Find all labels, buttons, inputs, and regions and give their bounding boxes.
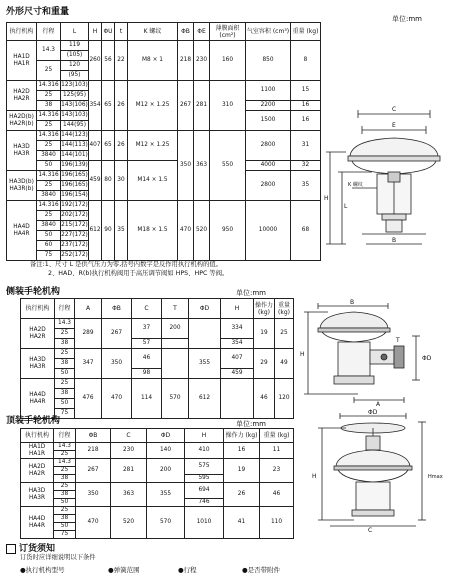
dims-header: L bbox=[61, 23, 89, 41]
b-cell: 267 bbox=[178, 81, 194, 131]
side-unit: 单位:mm bbox=[236, 289, 266, 297]
b-cell: 218 bbox=[178, 41, 194, 81]
stroke-cell: 14.316 bbox=[37, 131, 61, 141]
stroke-cell: 25 bbox=[54, 451, 76, 459]
h-cell: 334 bbox=[221, 319, 254, 339]
side-header: 操作力 (kg) bbox=[254, 299, 275, 319]
l-cell: 144(113) bbox=[61, 141, 89, 151]
d-cell: 355 bbox=[147, 483, 185, 507]
model-name: HA4D HA4R bbox=[21, 507, 54, 539]
dims-header: ΦU bbox=[102, 23, 115, 41]
l-cell: 123(103) bbox=[61, 81, 89, 91]
k-cell: M12 × 1.25 bbox=[128, 131, 178, 161]
side-table bbox=[20, 298, 294, 419]
l-cell: 143(103) bbox=[61, 111, 89, 121]
l-cell: 215(172) bbox=[61, 221, 89, 231]
side-header: C bbox=[132, 299, 162, 319]
c-cell: 363 bbox=[111, 483, 147, 507]
drawing-label-b: B bbox=[350, 299, 355, 306]
d-cell: 612 bbox=[189, 379, 221, 419]
u-cell: 56 bbox=[102, 41, 115, 81]
model-name: HA2D HA2R bbox=[21, 459, 54, 483]
dims-note-1: 备注:1、尺寸 L 是供气压力为零,括号内数字是反作用执行机构的值。 bbox=[30, 261, 222, 268]
weight-cell: 16 bbox=[291, 101, 321, 111]
top-header: ΦB bbox=[76, 429, 111, 443]
top-header: 行程 bbox=[54, 429, 76, 443]
area-cell: 160 bbox=[210, 41, 246, 81]
b-cell: 470 bbox=[102, 379, 132, 419]
force-cell: 29 bbox=[254, 349, 275, 379]
vol-cell: 1500 bbox=[246, 111, 291, 131]
area-cell: 550 bbox=[210, 131, 246, 201]
stroke-cell: 25 bbox=[54, 507, 76, 515]
u-cell: 80 bbox=[102, 161, 115, 201]
dims-header: K 螺纹 bbox=[128, 23, 178, 41]
l-cell: 144(123) bbox=[61, 131, 89, 141]
side-header: ΦD bbox=[189, 299, 221, 319]
dims-note-2: 2、HAD、R(b)执行机构阀用于高压调节阀如 HPS、HPC 等阀。 bbox=[48, 270, 229, 277]
model-name: HA2D HA2R bbox=[21, 319, 55, 349]
weight-cell: 15 bbox=[291, 81, 321, 101]
side-header: 执行机构 bbox=[21, 299, 55, 319]
force-cell: 26 bbox=[224, 483, 260, 507]
force-cell: 19 bbox=[224, 459, 260, 483]
l-cell: 237(172) bbox=[61, 241, 89, 251]
h-cell: 1010 bbox=[185, 507, 224, 539]
a-cell: 347 bbox=[75, 349, 102, 379]
weight-cell: 32 bbox=[291, 161, 321, 171]
e-cell: 363 bbox=[194, 131, 210, 201]
weight-cell: 8 bbox=[291, 41, 321, 81]
side-header: 行程 bbox=[55, 299, 75, 319]
stroke-cell: 50 bbox=[37, 231, 61, 241]
t-cell: 30 bbox=[115, 161, 128, 201]
weight-cell: 120 bbox=[275, 379, 294, 419]
t-cell bbox=[162, 349, 189, 379]
side-title: 侧装手轮机构 bbox=[6, 287, 61, 297]
order-item: ●执行机构型号 bbox=[20, 566, 65, 574]
weight-cell: 35 bbox=[291, 171, 321, 201]
dims-title: 外形尺寸和重量 bbox=[6, 7, 70, 17]
stroke-cell: 25 bbox=[37, 121, 61, 131]
drawing-label-h: H bbox=[312, 473, 317, 480]
side-header: A bbox=[75, 299, 102, 319]
c-cell: 230 bbox=[111, 443, 147, 459]
dims-header: ΦB bbox=[178, 23, 194, 41]
stroke-cell: 38 bbox=[55, 359, 75, 369]
l-cell: (105) bbox=[61, 51, 89, 61]
vol-cell: 10000 bbox=[246, 201, 291, 261]
dims-header: 气室容积 (cm³) bbox=[246, 23, 291, 41]
drawing-label-t: T bbox=[396, 337, 400, 344]
e-cell: 281 bbox=[194, 81, 210, 131]
drawing-label-d: ΦD bbox=[422, 355, 432, 362]
stroke-cell: 50 bbox=[55, 369, 75, 379]
b-cell: 350 bbox=[76, 483, 111, 507]
stroke-cell: 25 bbox=[37, 91, 61, 101]
d-cell: 355 bbox=[189, 349, 221, 379]
model-name: HA2D(b) HA2R(b) bbox=[7, 111, 37, 131]
t-cell: 35 bbox=[115, 201, 128, 261]
model-name: HA3D HA3R bbox=[7, 131, 37, 171]
b-cell: 350 bbox=[102, 349, 132, 379]
dims-table bbox=[6, 22, 321, 261]
l-cell: (95) bbox=[61, 71, 89, 81]
vol-cell: 850 bbox=[246, 41, 291, 81]
stroke-cell: 25 bbox=[37, 141, 61, 151]
h-cell: 459 bbox=[89, 161, 102, 201]
b-cell: 350 bbox=[178, 131, 194, 201]
vol-cell: 2200 bbox=[246, 101, 291, 111]
l-cell: 202(172) bbox=[61, 211, 89, 221]
h-cell: 459 bbox=[221, 369, 254, 379]
side-header: 重量 (kg) bbox=[275, 299, 294, 319]
stroke-cell: 3840 bbox=[37, 151, 61, 161]
t-cell-empty bbox=[162, 339, 189, 349]
l-cell: 196(139) bbox=[61, 161, 89, 171]
vol-cell: 2800 bbox=[246, 131, 291, 161]
weight-cell: 11 bbox=[260, 443, 294, 459]
e-cell: 520 bbox=[194, 201, 210, 261]
drawing-label-a: A bbox=[376, 401, 381, 408]
top-header: H bbox=[185, 429, 224, 443]
l-cell: 143(106) bbox=[61, 101, 89, 111]
side-header: T bbox=[162, 299, 189, 319]
model-name: HA1D HA1R bbox=[7, 41, 37, 81]
dims-header: H bbox=[89, 23, 102, 41]
h-cell: 354 bbox=[221, 339, 254, 349]
stroke-cell: 50 bbox=[54, 499, 76, 507]
drawing-label-h: H bbox=[324, 195, 329, 202]
t-cell: 22 bbox=[115, 41, 128, 81]
l-cell: 227(172) bbox=[61, 231, 89, 241]
dims-header: 重量 (kg) bbox=[291, 23, 321, 41]
side-handwheel-drawing bbox=[298, 296, 448, 408]
b-cell: 218 bbox=[76, 443, 111, 459]
h-cell: 575 bbox=[185, 459, 224, 475]
dims-header: 行程 bbox=[37, 23, 61, 41]
stroke-cell: 14.3 bbox=[37, 41, 61, 61]
l-cell: 196(165) bbox=[61, 181, 89, 191]
top-header: 操作力 (kg) bbox=[224, 429, 260, 443]
weight-cell: 46 bbox=[260, 483, 294, 507]
t-cell: 570 bbox=[162, 379, 189, 419]
l-cell: 125(95) bbox=[61, 91, 89, 101]
top-header: ΦD bbox=[147, 429, 185, 443]
drawing-label-e: E bbox=[392, 122, 396, 129]
u-cell: 65 bbox=[102, 131, 115, 161]
l-cell: 252(172) bbox=[61, 251, 89, 261]
u-cell: 90 bbox=[102, 201, 115, 261]
k-cell: M18 × 1.5 bbox=[128, 201, 178, 261]
order-subtitle: 订货时应详细说明以下条件 bbox=[20, 554, 96, 561]
stroke-cell: 25 bbox=[55, 349, 75, 359]
side-header: H bbox=[221, 299, 254, 319]
top-header: 重量 (kg) bbox=[260, 429, 294, 443]
dims-header: 执行机构 bbox=[7, 23, 37, 41]
stroke-cell: 38 bbox=[55, 389, 75, 399]
d-cell: 200 bbox=[147, 459, 185, 483]
l-cell: 120 bbox=[61, 61, 89, 71]
side-header: ΦB bbox=[102, 299, 132, 319]
h-cell: 595 bbox=[185, 475, 224, 483]
weight-cell: 68 bbox=[291, 201, 321, 261]
k-cell: M12 × 1.25 bbox=[128, 81, 178, 131]
top-table bbox=[20, 428, 294, 539]
c-cell: 37 bbox=[132, 319, 162, 339]
k-cell: M8 × 1 bbox=[128, 41, 178, 81]
model-name: HA3D(b) HA3R(b) bbox=[7, 171, 37, 201]
drawing-label-hmax: Hmax bbox=[428, 474, 443, 480]
stroke-cell: 14.316 bbox=[37, 111, 61, 121]
t-cell: 26 bbox=[115, 131, 128, 161]
force-cell: 16 bbox=[224, 443, 260, 459]
stroke-cell: 38 bbox=[54, 475, 76, 483]
h-cell: 260 bbox=[89, 41, 102, 81]
stroke-cell: 14.3 bbox=[54, 443, 76, 451]
h-cell: 694 bbox=[185, 483, 224, 499]
weight-cell: 25 bbox=[275, 319, 294, 349]
h-cell: 407 bbox=[89, 131, 102, 161]
model-name: HA4D HA4R bbox=[7, 201, 37, 261]
stroke-cell: 38 bbox=[37, 101, 61, 111]
drawing-label-c: C bbox=[368, 527, 373, 532]
b-cell: 267 bbox=[102, 319, 132, 349]
l-cell: 144(95) bbox=[61, 121, 89, 131]
drawing-label-c: C bbox=[392, 106, 397, 113]
model-name: HA1D HA1R bbox=[21, 443, 54, 459]
stroke-cell: 3840 bbox=[37, 221, 61, 231]
l-cell: 119 bbox=[61, 41, 89, 51]
stroke-cell: 25 bbox=[37, 61, 61, 81]
stroke-cell: 50 bbox=[55, 399, 75, 409]
model-name: HA4D HA4R bbox=[21, 379, 55, 419]
b-cell: 267 bbox=[76, 459, 111, 483]
stroke-cell: 50 bbox=[37, 161, 61, 171]
force-cell: 41 bbox=[224, 507, 260, 539]
b-cell: 470 bbox=[76, 507, 111, 539]
order-item: ●行程 bbox=[178, 566, 197, 574]
c-cell: 57 bbox=[132, 339, 162, 349]
drawing-label-k: K 螺纹 bbox=[348, 182, 363, 188]
area-cell: 950 bbox=[210, 201, 246, 261]
d-cell: 570 bbox=[147, 507, 185, 539]
stroke-cell: 25 bbox=[54, 467, 76, 475]
weight-cell: 49 bbox=[275, 349, 294, 379]
drawing-label-b: B bbox=[392, 237, 397, 244]
order-title: 订货须知 bbox=[6, 541, 55, 554]
stroke-cell: 14.316 bbox=[37, 81, 61, 91]
dims-unit: 单位:mm bbox=[392, 15, 422, 23]
model-name: HA3D HA3R bbox=[21, 483, 54, 507]
c-cell: 520 bbox=[111, 507, 147, 539]
e-cell: 230 bbox=[194, 41, 210, 81]
stroke-cell: 14.3 bbox=[54, 459, 76, 467]
l-cell: 144(101) bbox=[61, 151, 89, 161]
h-cell bbox=[221, 379, 254, 419]
area-cell: 310 bbox=[210, 81, 246, 131]
l-cell: 196(165) bbox=[61, 171, 89, 181]
stroke-cell: 60 bbox=[37, 241, 61, 251]
stroke-cell: 38 bbox=[55, 339, 75, 349]
stroke-cell: 25 bbox=[37, 181, 61, 191]
vol-cell: 2800 bbox=[246, 171, 291, 201]
stroke-cell: 3840 bbox=[37, 191, 61, 201]
l-cell: 192(172) bbox=[61, 201, 89, 211]
a-cell: 289 bbox=[75, 319, 102, 349]
model-name: HA3D HA3R bbox=[21, 349, 55, 379]
stroke-cell: 25 bbox=[55, 329, 75, 339]
force-cell: 19 bbox=[254, 319, 275, 349]
dims-header: 薄膜面积 (cm²) bbox=[210, 23, 246, 41]
h-cell: 410 bbox=[185, 443, 224, 459]
stroke-cell: 75 bbox=[54, 531, 76, 539]
weight-cell: 23 bbox=[260, 459, 294, 483]
dims-header: t bbox=[115, 23, 128, 41]
h-cell: 354 bbox=[89, 81, 102, 131]
checkbox-square-icon bbox=[6, 544, 16, 554]
t-cell: 200 bbox=[162, 319, 189, 339]
c-cell: 46 bbox=[132, 349, 162, 369]
stroke-cell: 14.316 bbox=[37, 171, 61, 181]
l-cell: 196(154) bbox=[61, 191, 89, 201]
stroke-cell: 75 bbox=[37, 251, 61, 261]
top-header: 执行机构 bbox=[21, 429, 54, 443]
top-unit: 单位:mm bbox=[236, 420, 266, 428]
k-cell: M14 × 1.5 bbox=[128, 161, 178, 201]
top-title: 顶装手轮机构 bbox=[6, 416, 61, 426]
stroke-cell: 50 bbox=[54, 523, 76, 531]
t-cell: 26 bbox=[115, 81, 128, 131]
b-cell: 470 bbox=[178, 201, 194, 261]
h-cell: 407 bbox=[221, 349, 254, 369]
stroke-cell: 14.316 bbox=[37, 201, 61, 211]
model-name: HA2D HA2R bbox=[7, 81, 37, 111]
vol-cell: 4000 bbox=[246, 161, 291, 171]
top-handwheel-drawing bbox=[310, 408, 448, 532]
top-header: C bbox=[111, 429, 147, 443]
dims-header: ΦE bbox=[194, 23, 210, 41]
c-cell: 114 bbox=[132, 379, 162, 419]
h-cell: 746 bbox=[185, 499, 224, 507]
weight-cell: 110 bbox=[260, 507, 294, 539]
stroke-cell: 38 bbox=[54, 491, 76, 499]
stroke-cell: 38 bbox=[54, 515, 76, 523]
weight-cell: 31 bbox=[291, 131, 321, 161]
h-cell: 612 bbox=[89, 201, 102, 261]
actuator-outline-drawing bbox=[322, 22, 448, 254]
c-cell: 98 bbox=[132, 369, 162, 379]
weight-cell: 16 bbox=[291, 111, 321, 131]
drawing-label-d: ΦD bbox=[368, 409, 378, 416]
vol-cell: 1100 bbox=[246, 81, 291, 101]
order-item: ●是否带附件 bbox=[242, 566, 281, 574]
drawing-label-l: L bbox=[344, 203, 348, 210]
stroke-cell: 14.3 bbox=[55, 319, 75, 329]
stroke-cell: 25 bbox=[37, 211, 61, 221]
order-item: ●弹簧范围 bbox=[108, 566, 140, 574]
c-cell: 281 bbox=[111, 459, 147, 483]
stroke-cell: 75 bbox=[55, 409, 75, 419]
force-cell: 46 bbox=[254, 379, 275, 419]
stroke-cell: 25 bbox=[55, 379, 75, 389]
d-cell: 140 bbox=[147, 443, 185, 459]
drawing-label-h: H bbox=[300, 351, 305, 358]
d-cell bbox=[189, 319, 221, 349]
stroke-cell: 25 bbox=[54, 483, 76, 491]
a-cell: 476 bbox=[75, 379, 102, 419]
u-cell: 65 bbox=[102, 81, 115, 131]
